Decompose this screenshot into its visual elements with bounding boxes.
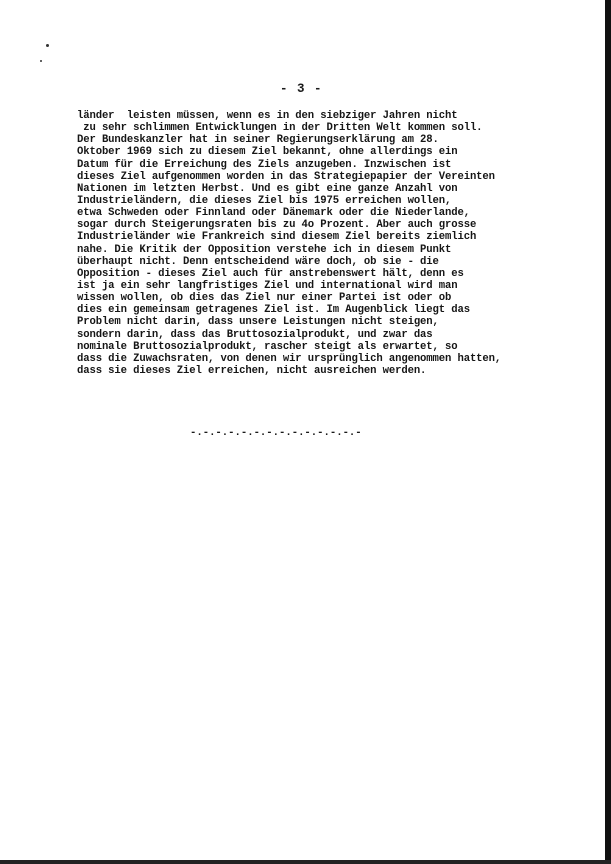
text-line: dieses Ziel aufgenommen worden in das Strategiepapier der Vereinten [77, 170, 495, 183]
text-line: sondern darin, dass das Bruttosozialprodukt, und zwar das [77, 328, 433, 341]
page-number: - 3 - [280, 82, 323, 96]
text-line: Datum für die Erreichung des Ziels anzugeben. Inzwischen ist [77, 158, 452, 171]
scan-speck [46, 44, 49, 47]
scan-speck [40, 60, 42, 62]
text-line: Oktober 1969 sich zu diesem Ziel bekannt, ohne allerdings ein [77, 146, 458, 159]
text-line: Problem nicht darin, dass unsere Leistungen nicht steigen, [77, 316, 439, 329]
scan-edge-bottom [0, 860, 611, 864]
text-line: nominale Bruttosozialprodukt, rascher steigt als erwartet, so [77, 340, 458, 353]
text-line: Nationen im letzten Herbst. Und es gibt eine ganze Anzahl von [77, 182, 458, 195]
text-line: dass sie dieses Ziel erreichen, nicht ausreichen werden. [77, 364, 427, 377]
text-line: länder leisten müssen, wenn es in den siebziger Jahren nicht [77, 110, 458, 122]
text-line: dass die Zuwachsraten, von denen wir ursprünglich angenommen hatten, [77, 352, 502, 365]
text-line: ist ja ein sehr langfristiges Ziel und international wird man [77, 279, 458, 292]
text-line: sogar durch Steigerungsraten bis zu 4o Prozent. Aber auch grosse [77, 219, 477, 232]
text-line: Der Bundeskanzler hat in seiner Regierungserklärung am 28. [77, 134, 439, 147]
text-line: nahe. Die Kritik der Opposition verstehe ich in diesem Punkt [77, 243, 452, 256]
text-line: wissen wollen, ob dies das Ziel nur einer Partei ist oder ob [77, 292, 452, 305]
body-text [77, 110, 557, 377]
section-divider: -.-.-.-.-.-.-.-.-.-.-.-.-.- [190, 427, 362, 439]
text-line: Industrieländer wie Frankreich sind diesem Ziel bereits ziemlich [77, 231, 477, 244]
text-line: überhaupt nicht. Denn entscheidend wäre doch, ob sie - die [77, 255, 439, 268]
text-line: dies ein gemeinsam getragenes Ziel ist. Im Augenblick liegt das [77, 304, 470, 317]
text-line: Opposition - dieses Ziel auch für anstrebenswert hält, denn es [77, 267, 464, 280]
scan-edge-right [605, 0, 611, 864]
text-line: Industrieländern, die dieses Ziel bis 1975 erreichen wollen, [77, 194, 452, 207]
text-line: zu sehr schlimmen Entwicklungen in der Dritten Welt kommen soll. [77, 122, 483, 135]
text-line: etwa Schweden oder Finnland oder Dänemark oder die Niederlande, [77, 207, 470, 220]
